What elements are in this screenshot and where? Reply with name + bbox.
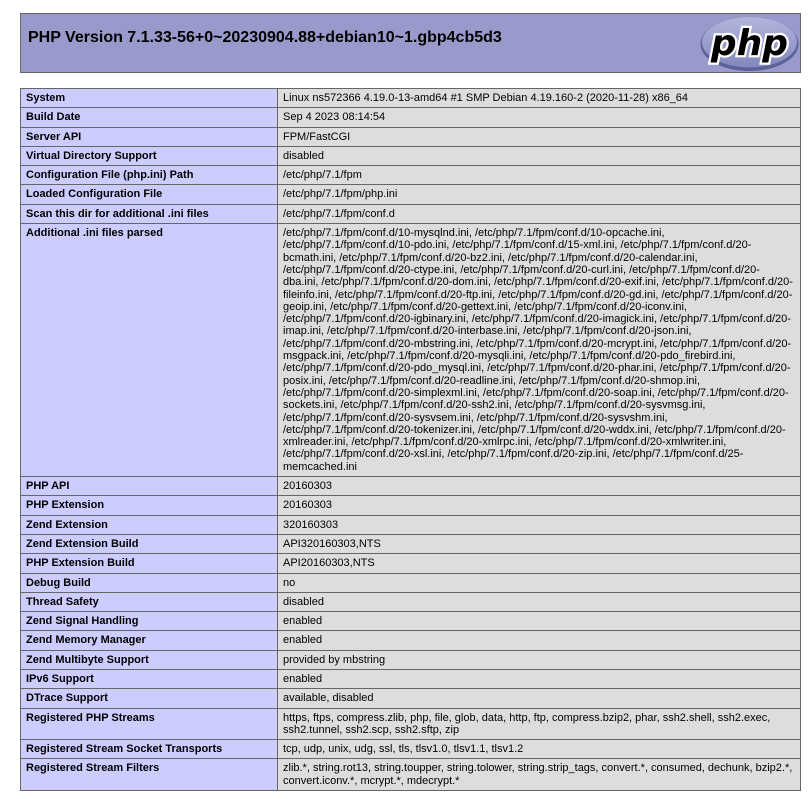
- php-version-title: PHP Version 7.1.33-56+0~20230904.88+debian10~1.gbp4cb5d3: [28, 29, 502, 46]
- table-row: [21, 127, 801, 146]
- row-label: Debug Build: [21, 573, 278, 592]
- row-label: Registered Stream Filters: [21, 759, 278, 791]
- row-value: API20160303,NTS: [278, 554, 801, 573]
- row-label: Virtual Directory Support: [21, 146, 278, 165]
- row-label: Scan this dir for additional .ini files: [21, 204, 278, 223]
- row-label: Thread Safety: [21, 592, 278, 611]
- row-value: Linux ns572366 4.19.0-13-amd64 #1 SMP Debian 4.19.160-2 (2020-11-28) x86_64: [278, 89, 801, 108]
- phpinfo-page: [20, 13, 801, 791]
- row-label: DTrace Support: [21, 689, 278, 708]
- row-value: enabled: [278, 612, 801, 631]
- row-label: Registered Stream Socket Transports: [21, 740, 278, 759]
- php-logo-icon: [699, 14, 800, 72]
- row-value: zlib.*, string.rot13, string.toupper, string.tolower, string.strip_tags, convert.*, consumed, dechunk, bzip2.*, convert.iconv.*, mcrypt.*, mdecrypt.*: [278, 759, 801, 791]
- row-label: Loaded Configuration File: [21, 185, 278, 204]
- row-label: Configuration File (php.ini) Path: [21, 166, 278, 185]
- row-value: FPM/FastCGI: [278, 127, 801, 146]
- row-value: /etc/php/7.1/fpm/php.ini: [278, 185, 801, 204]
- table-row: [21, 185, 801, 204]
- table-row: [21, 669, 801, 688]
- table-row: [21, 554, 801, 573]
- row-value: /etc/php/7.1/fpm: [278, 166, 801, 185]
- row-label: Zend Memory Manager: [21, 631, 278, 650]
- row-label: Zend Signal Handling: [21, 612, 278, 631]
- table-row: [21, 224, 801, 477]
- table-row: [21, 477, 801, 496]
- row-label: IPv6 Support: [21, 669, 278, 688]
- row-value: 20160303: [278, 496, 801, 515]
- table-row: [21, 708, 801, 740]
- table-row: [21, 759, 801, 791]
- table-row: [21, 534, 801, 553]
- row-value: Sep 4 2023 08:14:54: [278, 108, 801, 127]
- row-value: disabled: [278, 592, 801, 611]
- row-value: enabled: [278, 669, 801, 688]
- row-label: Zend Extension Build: [21, 534, 278, 553]
- table-row: [21, 573, 801, 592]
- table-row: [21, 740, 801, 759]
- row-label: PHP Extension: [21, 496, 278, 515]
- row-value: no: [278, 573, 801, 592]
- row-label: PHP API: [21, 477, 278, 496]
- row-value: enabled: [278, 631, 801, 650]
- table-row: [21, 146, 801, 165]
- row-label: PHP Extension Build: [21, 554, 278, 573]
- php-logo-link[interactable]: [699, 14, 800, 72]
- row-value: 320160303: [278, 515, 801, 534]
- row-value: /etc/php/7.1/fpm/conf.d: [278, 204, 801, 223]
- row-label: Build Date: [21, 108, 278, 127]
- table-row: [21, 108, 801, 127]
- row-value: provided by mbstring: [278, 650, 801, 669]
- row-label: Zend Multibyte Support: [21, 650, 278, 669]
- row-value: available, disabled: [278, 689, 801, 708]
- table-row: [21, 89, 801, 108]
- row-value: https, ftps, compress.zlib, php, file, glob, data, http, ftp, compress.bzip2, phar, ssh2.shell, ssh2.exec, ssh2.tunnel, ssh2.scp, ssh2.sftp, zip: [278, 708, 801, 740]
- row-label: System: [21, 89, 278, 108]
- row-value: API320160303,NTS: [278, 534, 801, 553]
- table-row: [21, 166, 801, 185]
- row-label: Additional .ini files parsed: [21, 224, 278, 477]
- row-value: tcp, udp, unix, udg, ssl, tls, tlsv1.0, tlsv1.1, tlsv1.2: [278, 740, 801, 759]
- table-row: [21, 515, 801, 534]
- row-value: 20160303: [278, 477, 801, 496]
- table-row: [21, 650, 801, 669]
- row-label: Zend Extension: [21, 515, 278, 534]
- phpinfo-header: [20, 13, 801, 73]
- table-row: [21, 612, 801, 631]
- table-row: [21, 592, 801, 611]
- row-label: Registered PHP Streams: [21, 708, 278, 740]
- table-row: [21, 689, 801, 708]
- php-info-table: [20, 88, 801, 791]
- table-row: [21, 631, 801, 650]
- row-value: /etc/php/7.1/fpm/conf.d/10-mysqlnd.ini, /etc/php/7.1/fpm/conf.d/10-opcache.ini, /etc/php/7.1/fpm/conf.d/10-pdo.ini, /etc/php/7.1/fpm/conf.d/15-xml.ini, /etc/php/7.1/fpm/conf.d/20-bcmath.ini, /etc/php/7.1/fpm/conf.d/20-bz2.ini, /etc/php/7.1/fpm/conf.d/20-calendar.ini, /etc/php/7.1/fpm/conf.d/20-ctype.ini, /etc/php/7.1/fpm/conf.d/20-curl.ini, /etc/php/7.1/fpm/conf.d/20-dba.ini, /etc/php/7.1/fpm/conf.d/20-dom.ini, /etc/php/7.1/fpm/conf.d/20-exif.ini, /etc/php/7.1/fpm/conf.d/20-fileinfo.ini, /etc/php/7.1/fpm/conf.d/20-ftp.ini, /etc/php/7.1/fpm/conf.d/20-gd.ini, /etc/php/7.1/fpm/conf.d/20-geoip.ini, /etc/php/7.1/fpm/conf.d/20-gettext.ini, /etc/php/7.1/fpm/conf.d/20-iconv.ini, /etc/php/7.1/fpm/conf.d/20-igbinary.ini, /etc/php/7.1/fpm/conf.d/20-imagick.ini, /etc/php/7.1/fpm/conf.d/20-imap.ini, /etc/php/7.1/fpm/conf.d/20-interbase.ini, /etc/php/7.1/fpm/conf.d/20-json.ini, /etc/php/7.1/fpm/conf.d/20-mbstring.ini, /etc/php/7.1/fpm/conf.d/20-mcrypt.ini, /etc/php/7.1/fpm/conf.d/20-msgpack.ini, /etc/php/7.1/fpm/conf.d/20-mysqli.ini, /etc/php/7.1/fpm/conf.d/20-pdo_firebird.ini, /etc/php/7.1/fpm/conf.d/20-pdo_mysql.ini, /etc/php/7.1/fpm/conf.d/20-phar.ini, /etc/php/7.1/fpm/conf.d/20-posix.ini, /etc/php/7.1/fpm/conf.d/20-readline.ini, /etc/php/7.1/fpm/conf.d/20-shmop.ini, /etc/php/7.1/fpm/conf.d/20-simplexml.ini, /etc/php/7.1/fpm/conf.d/20-soap.ini, /etc/php/7.1/fpm/conf.d/20-sockets.ini, /etc/php/7.1/fpm/conf.d/20-ssh2.ini, /etc/php/7.1/fpm/conf.d/20-sysvmsg.ini, /etc/php/7.1/fpm/conf.d/20-sysvsem.ini, /etc/php/7.1/fpm/conf.d/20-sysvshm.ini, /etc/php/7.1/fpm/conf.d/20-tokenizer.ini, /etc/php/7.1/fpm/conf.d/20-wddx.ini, /etc/php/7.1/fpm/conf.d/20-xmlreader.ini, /etc/php/7.1/fpm/conf.d/20-xmlrpc.ini, /etc/php/7.1/fpm/conf.d/20-xmlwriter.ini, /etc/php/7.1/fpm/conf.d/20-xsl.ini, /etc/php/7.1/fpm/conf.d/20-zip.ini, /etc/php/7.1/fpm/conf.d/25-memcached.ini: [278, 224, 801, 477]
- table-row: [21, 496, 801, 515]
- row-label: Server API: [21, 127, 278, 146]
- row-value: disabled: [278, 146, 801, 165]
- table-row: [21, 204, 801, 223]
- php-logo-text: php: [710, 23, 789, 64]
